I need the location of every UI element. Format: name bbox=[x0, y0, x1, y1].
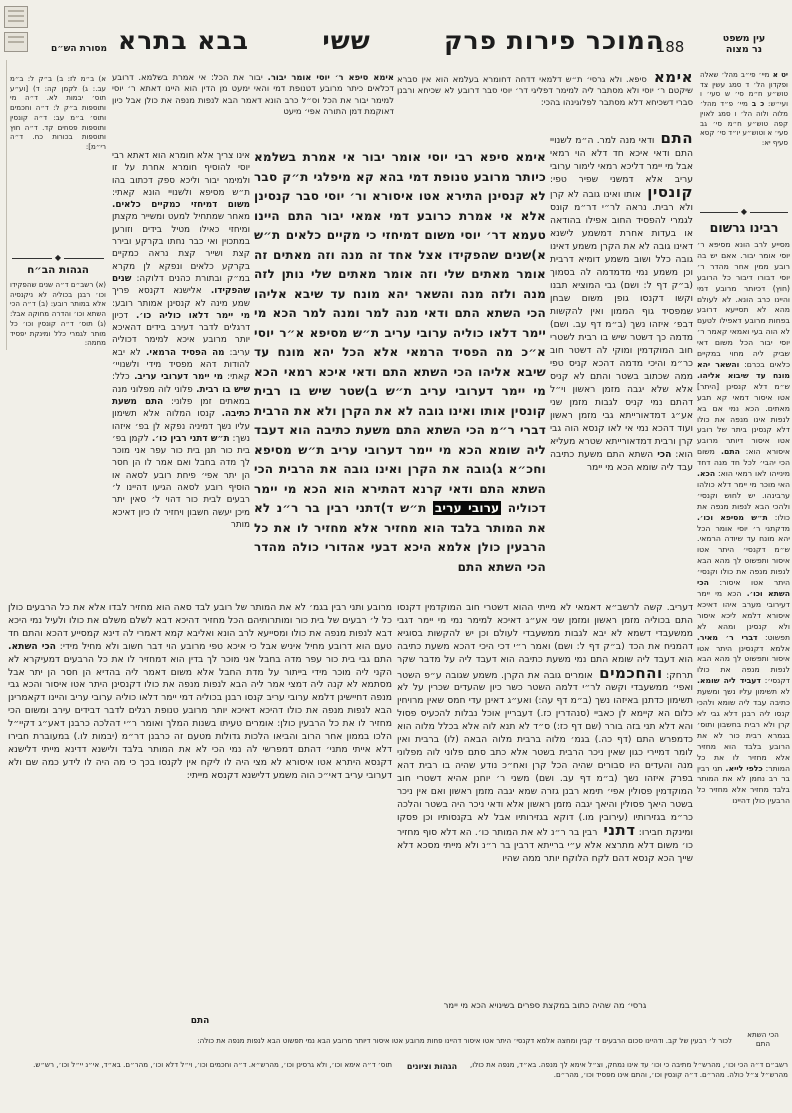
title-tractate: בבא בתרא bbox=[118, 26, 249, 55]
commentary-dibur-head: ת״ש מסיפא וכו׳. bbox=[697, 512, 768, 522]
commentary-entry-text: דכיון דרגלים לדבר דעירב בידים דהאיכא יותר מרובע איכא למימר דכוליה עריב: bbox=[112, 310, 250, 358]
title-chapter-number: ששי bbox=[322, 26, 371, 55]
mesorat-hashas-label: מסורת הש״ם bbox=[50, 44, 108, 54]
commentary-entry-text: לא תשימון עליו נשך ומשעת כתיבה עבד ליה שומא ולהכי קנסו ליה רבנן דלא גבי לא קרן ולא רבית בחשבון ותוס׳ בגמרא רבית כור לא את הרובע בלבד הוא מחזיר אלא מחזיר לו את כל המותר: bbox=[697, 687, 790, 773]
commentary-entry-text: מדקתני ר׳ יוסי אומר הכל יהא מונח עד שיודה הרמאי. ש״מ דקנסי׳ היתר אטו איסור ותפשוט לך מהא הבא לנפות מנפה את כולו וקנסי׳ היתר אטו איסור: bbox=[697, 523, 790, 588]
commentary-dibur-head: אימא סיפא ר׳ יוסי אומר יבור. bbox=[262, 72, 394, 82]
title-chapter: המוכר פירות פרק bbox=[444, 26, 664, 55]
highlighted-phrase: ערובי עריב bbox=[434, 501, 500, 515]
page-number: 188 bbox=[655, 38, 685, 56]
commentary-dibur-head: כלפי לייא. bbox=[722, 763, 763, 773]
commentary-dibur-head: התם משעת כתיבה. bbox=[112, 396, 250, 420]
commentary-entry-text: הכא מי יימר דעירובי מערב איהו דאיכא איסורא דלמא ליכא איסור ולא קנסינן ומהא לא תפשוט: bbox=[697, 589, 790, 642]
commentary-dibur-head: ת״ש דתני רבין כו׳. bbox=[148, 433, 230, 444]
commentary-entry-text: כלל: bbox=[112, 372, 130, 383]
commentary-dibur-head: משום דמיחזי כמקיים כלאים. bbox=[112, 200, 250, 211]
commentary-dibur-head: קונסין bbox=[641, 183, 693, 201]
hagahot-habach-text: (א) רשב״ם ד״ה שנים שהפקידו וכו׳ רבנן בכוליה לא ניקנסיה אלא במותר רובע: (ב) ד״ה הכי השתא וכו׳ והדרה מחוקה אבל: (ג) תוס׳ ד״ה קונסין וכו׳ כל מותר לגמרי כלל ומינקת יפסיד מחמה: bbox=[10, 280, 106, 348]
commentary-entry-text: לקמן בפ׳ בית כור תנן בית כור עפר אני מוכר לך מדה בחבל ואם אמר לו הן חסר הן יתר אפי׳ פיחת רובע לסאה או הוסיף רובע לסאה הגיעו דהיינו ל׳ רבעים לבית כור דהוי ל׳ סאין יתר מיכן יעשה חשבון ויחזיר לו כיון דאיכא מותר bbox=[112, 433, 250, 530]
commentary-dibur-head: הכי השתא וכו׳. bbox=[697, 578, 790, 598]
commentary-entry-text: מאחר שמתחיל למעט ומשייר מקצתן ומיחזי כאילו מטיל בידים וזורען במתכוין ואי כבר נחתו בקרקע ובירר קצת ושייר קצת נראה כמקיים בקרקע כלאים ונפקא לן מקרא במ״ק ובתורת כהנים דלוקה: bbox=[112, 212, 250, 284]
commentary-entry-text: אלמא דקנסינן היתר אטו איסור ותפשוט לך מהא הבא לנפות מנפה את כולו דקנסי׳: bbox=[697, 643, 790, 686]
ein-mishpat-label-line1: עין משפט bbox=[722, 33, 766, 44]
hagahot-habach-heading: הגהות הב״ח bbox=[27, 264, 89, 276]
ornament-divider-icon: ◆ bbox=[700, 208, 788, 216]
commentary-entry-text: אינו צריך אלא חומרא הוא דאתא רבי יוסי להוסיף חומרא אחרת על זו ולמימר יבור וליכא ספק דכתוב בהו ת״ש מסיפא ולשנויי הונא קאתי: bbox=[112, 151, 250, 198]
commentary-entry-text: ודאי מנה למר. ה״מ לשנויי התם ודאי איכא חד דלא הוי רמאי אבל מי יימר דליכא רמאי לימור ערובי עריב אלא דמשני שפיר טפי: bbox=[550, 135, 693, 185]
gemara-part2: ת״ש ד)דתני רבין בר ר״נ לא את המותר בלבד הוא מחזיר אלא מחזיר לו את כל הרבעין כולן אלמא היכא דבעי אהדורי כולה מהדר הכי השתא התם bbox=[254, 501, 546, 574]
corner-stamp bbox=[4, 32, 28, 52]
commentary-entry-text: סיפא. ולא גרסי׳ ת״ש דלמאי דדחה דחומרא בעלמא הוא אין סברא שיקטם ר׳ יוסי ולא מסתבר ליה למימר דפליגי דר׳ יוסי סבר דרובע לא שכיחא ורבנן סברי דשכיחא דלא מסתבר לפלוגינהו בהכי: bbox=[397, 74, 693, 107]
commentary-entry-text: השתא התם משעת כתיבה עבד ליה שומא הכא מי יימר bbox=[550, 449, 693, 473]
rashbam-commentary-bottom bbox=[8, 602, 392, 1012]
commentary-entry-text: התם גבי בית כור עפר מדה בחבל אני מוכר לך בדין הוא דמחזיר לו את כל הרבעים דמעיקרא לא הקני ליה מוכר מידי בייתור על מדת החבל אלא משום דאמר ליה בהדיא הן חסר הן יתר אבל מסתמא לא קנה ליה דמצי אמר ליה הבא לנפות מנפה את כולו דקנסינן היתר אטו איסור והכא גבי מנפה דחיישינן דלמא ערובי עריב קנסו רבנן בכוליה דמי יימר דלאו כוליה ערובי עריב והיינו דקאמרינן הבא לנפות מנפה את כולו דהיכא דאיכא יותר מרובע טנופת רגלים לדבר דבידים עירב ומשום הכי מחזיר לו את כל הרבעין כולן: bbox=[8, 653, 392, 730]
tosafot-commentary-bottom bbox=[397, 602, 693, 998]
commentary-entry-text: רבין בר ר״נ לא את המותר כו׳. הא דלא סוף מחזיר כו׳ משום דלא מתרצא אלא ע״י ברייתא דרבין בר ר״נ ולא מייתי מסכא דלא שייך הכא קנסא דהם לקח הלוקח יותר ממה שהיו bbox=[397, 827, 693, 865]
rashbam-commentary-top bbox=[112, 72, 394, 148]
ein-mishpat-label-line2: נר מצוה bbox=[725, 44, 763, 55]
rabbeinu-gershom-tail-end: הכי השתא התם bbox=[747, 1030, 779, 1048]
rabbeinu-gershom-heading: רבינו גרשום bbox=[709, 220, 779, 235]
tosafot-commentary-top bbox=[397, 72, 693, 130]
commentary-dibur-head: מה הפסיד הרמאי. bbox=[140, 347, 225, 358]
commentary-dibur-head: התם bbox=[654, 132, 693, 147]
scan-edge-line bbox=[6, 60, 7, 350]
commentary-dibur-head: אימא bbox=[646, 72, 693, 86]
commentary-entry-text: אותו ואינו גובה לא קרן ולא רבית. נראה לר״י דר״מ קונס לגמרי להפסיד החוב אפילו בהודאה או בעדות אחרת דמשמע לישנא דאינו גובה לא את הקרן משמע דאינו גובה כלל ושוב משמע דומיא דרבית וכן משמע נמי מדמדמה לה בסמוך (ב״ק דף ל: ושם) גבי המוציא תבנו וקשו דקנסו גופן משום שבחן שמפסיד גוף הממון ואין להקשות דבפ׳ איזהו נשך (ב״מ דף עב. ושם) מדמה כך דשטר שיש בו רבית לשטרי חוב המוקדמין ומוקי לה דשטר חוב כר״מ והיכי מדמה דהכא קניס טפי ממה שכתוב בשטר והתם לא קניס אלא שלא יגבה מזמן ראשון וי״ל דהתם נמי קניס לגבות מזמן שני אע״ג דמדאורייתא גבי מזמן ראשון ועוד דהכא נמי אי לאו קנסא הוה גבי קרן ורבית דמדאורייתא שטרא מעליא הוא: bbox=[550, 189, 693, 460]
commentary-dibur-head: והחכמים bbox=[592, 663, 663, 682]
commentary-entry-text: קנסו המלוה אלא תשימון עליו נשך דמיניה נפקא לן בפ׳ איזהו נשך: bbox=[112, 409, 250, 444]
commentary-entry-text: לא יבא להודות דהא מפסיד מידי ולשנויי׳ קאתי: bbox=[112, 347, 250, 383]
gemara-part1: אימא סיפא רבי יוסי אומר יבור אי אמרת בשלמא כיותר מרובע טנופת דמי בהא קא מיפלגי ת״ק סבר לא קנסינן התירא אטו איסורא ור׳ יוסי סבר קנסינן אלא אי אמרת כרובע דמי אמאי יבור התם היינו טעמא דר׳ יוסי משום דמיחזי כי מקיים כלאים ת״ש א)שנים שהפקידו אצל אחד זה מנה וזה מאתים זה אומר מאתים שלי וזה אומר מאתים שלי נותן לזה מנה ולזה מנה והשאר יהא מונח עד שיבא אליהו הכי השתא התם ודאי מנה למר ומנה למר הכא מי יימר דלאו כוליה ערובי עריב ת״ש מסיפא א״ר יוסי א״כ מה הפסיד הרמאי אלא הכל יהא מונח עד שיבא אליהו הכי השתא התם ודאי איכא רמאי הכא מי יימר דערובי עריב ת״ש ב)שטר שיש בו רבית קונסין אותו ואינו גובה לא את הקרן ולא את הרבית דברי ר״מ הכי השתא התם משעת כתיבה הוא דעבד ליה שומא הכא מי יימר דערובי עריב ת״ש מסיפא וחכ״א ג)גובה את הקרן ואינו גובה את הרבית הכי השתא התם ודאי קרנא דהתירא הוא הכא מי יימר דכוליה bbox=[254, 150, 546, 515]
commentary-dibur-head: הכי השתא. bbox=[8, 640, 56, 652]
tosafot-last-line: גרסי׳ מה שהיה כתוב במקצת ספרים בשינויא הכא מי יימר bbox=[443, 1000, 647, 1010]
hagahot-vetziyunim-right: רשב״ם ד״ה הכי וכו׳, מהרש״ל מתיבה כי וכו׳ עד אינו נמחק, וצ״ל אימא לך מנפה. בא״ד, מנפה את כולו, מהרש״ל צ״ל כולה. מהר״ם. ד״ה קונסין וכו׳, והתם אינו מפסיד וכו׳, מהר״ם. bbox=[470, 1060, 788, 1079]
commentary-entry-text: אומרים גובה את הקרן. משמע שגובה ע״פ השטר ואפי׳ ממשעבדי וקשה לר״י דלמה השטר כשר כיון שהעדים שכרין על לא תשימון כדתנן באיזהו נשך (ב״מ דף עה:) ואע״ג דאינן עדי חמס שאין מרויחין כלום הא קיימא לן כאביי (סנהדרין כז.) דעבריין אוכל נבלות להכעיס פסול והא דלא תני בזה בורר (שם דף כז:) ס״ד לא תנא לוה אלא בכלל מלוה הוא כדמפרש התם (דף כה.) בגמ׳ מלוה ברבית מלוה הבאה (לו) ברבית ואין לומר דמיירי כגון שאין ניכר הרבית בשטר אלא כתב סתם פלוני לוה מפלוני מנה והעדים היו סבורים שהיה הכל קרן ואח״כ נודע שהיה בו רבית דהא בפרק איזהו נשך (ב״מ דף עב. ושם) משני ר׳ יוחנן אהיא דשטרי חוב המוקדמין פסולין אפי׳ תימא רבנן גזרה שמא יגבה מזמן ראשון ואם אין ניכר בשטר היאך פסולין והיאך יגבה מזמן ראשון אלא ודאי ניכר היה בשטר והלכה כר״מ בגזירותיו (עירובין מו.) דוקא בגזירותיו אבל לא בקנסותיו וכן פסקו ומינקת חבירו: bbox=[397, 669, 693, 839]
commentary-dibur-head: דתני bbox=[597, 821, 636, 840]
commentary-dibur-head: התם. bbox=[714, 447, 740, 457]
commentary-dibur-head: שיש בו רבית. bbox=[192, 384, 250, 395]
commentary-entry-text: אלישנא דקנסא פריך שמע מינה לא קנסינן אמותר רובע: bbox=[112, 286, 250, 309]
ein-mishpat-section bbox=[700, 70, 788, 204]
commentary-dibur-head: דברי ר׳ מאיר. bbox=[697, 632, 758, 642]
tosafot-commentary-column bbox=[550, 132, 693, 598]
hagahot-vetziyunim-label: הגהות וציונים bbox=[406, 1062, 458, 1071]
commentary-dibur-head: דעביד ליה שומא. bbox=[697, 676, 761, 686]
commentary-dibur-head: מי יימר דערובי עריב. bbox=[129, 372, 223, 383]
commentary-entry-text: מרובע ותני רבין בגמ׳ לא את המותר של רובע לבד סאה הוא מחזיר לבדו אלא את כל הרבעים כולן כל ל׳ רבעים של בית כור ומותרותיהם הכל מחזיר דהיכא דבא לשלם משלם את כולו ולעיל נמי היכא דבא לנפות מנפה את כולו ומסייעא לרב הונא ואליבא קמא דאמרי לה דינא קמסייע דהכא והתם חד טעם הוא דרובע מחיל איניש אבל כי איכא טפי מרובע הוי דבר חשוב ולא מחיל מידי: bbox=[8, 602, 392, 652]
rabbeinu-gershom-tail-line: לכור ל׳ רבעין של קב. ודהיינו סכום הרבעים ז׳ קבין ומחצה אלמא דקנסי׳ היתר אטו איסור דהיינו פחות מרובע אטו איסור דיותר מרובע הבא נמי תפשוט הבא לנפות מנפה את כולה: bbox=[197, 1036, 732, 1045]
commentary-entry-text: תני רבין בר רב נחמן לא את המותר בלבד מחזיר אלא מחזיר כל הרבעין כולן דהיינו bbox=[697, 763, 790, 806]
ornament-divider-icon: ◆ bbox=[12, 254, 104, 262]
commentary-dibur-head: יט א bbox=[769, 70, 788, 79]
commentary-entry-text: דעריב. קשה לרשב״א דאמאי לא מייתי ההוא דשטרי חוב המוקדמין דקנסו התם בכוליה מזמן ראשון ומזמן שני אע״ג דאיכא למימר נמי מי יימר דגבי ממשעבדי דשמא לא יבא לגבות ממשעבדי לעולם וכן יש להקשות בסוגיא דהמניח את הכד (ב״ק דף ל: ושם) ואמר ר״י דכי היכי דהכא משעת כתיבה הוא דעבד ליה שומא התם נמי משעת כתיבה הוא דעבד ליה על מדבר שקר תרחק: bbox=[397, 602, 693, 681]
corner-stamp bbox=[4, 6, 28, 28]
commentary-entry-text: האי מוכר מי יימר דלא כולהו ערבינהו. יש לחוש וקנסי׳ ולהכי הבא לנפות מנפה את כולו: bbox=[697, 479, 790, 522]
rashbam-catchword: התם bbox=[190, 1016, 210, 1026]
ein-mishpat-header-label bbox=[698, 33, 790, 55]
commentary-entry-text: ש״מ דלא קנסינן [היתר] אטו איסור דמאי קא תבע מאתים. הכא נמי אם בא לנפות אינו מנפה את כולו דלא קנסינן ביתר של רובע אטו איסור דיותר מרובע איסורא הוא: bbox=[697, 381, 790, 457]
commentary-dibur-head: כ ב bbox=[747, 99, 765, 109]
commentary-dibur-head: הכי bbox=[653, 449, 672, 460]
commentary-entry-text: אומרים טעיתו בשנות המלך ואומר ר״י דהלכה כרבנן דאע״ג דקיי״ל הלכו בממון אחר הרוב והביאו הלכות גדולות מטעם זה כרבנן דר״מ (יבמות לו.) במעוברת חבירו דלא אייתי מתני׳ דהתם דמפרשי לה נמי הכי לא את המותר בלבד ולישנא דדינא מייתי דלישנא דקנסא היתרא אטו איסורא לא מצי היה לו ליקח אין לקנסו בכך כי מה היה לו לידע כמה שם ולא דערובי עריב דאי״כ הוה משמע דלישנא דקנסא מייתי: bbox=[8, 718, 392, 781]
page-title bbox=[118, 26, 664, 55]
commentary-dibur-head: מי יימר דלאו כוליה כו׳. bbox=[128, 310, 250, 321]
commentary-entry-text: פלוני לוה מפלוני מנה במאתים זמן פלוני: bbox=[112, 384, 250, 407]
commentary-dibur-head: שנים שהפקידו. bbox=[112, 273, 250, 297]
commentary-entry-text: יבור את הכל: אי אמרת בשלמא. דרובע דכלאים כיתר מרובע דטנופת דמי והאי ימעט מן הדין הוא היינו דאתא ר׳ יוסי למימר יבור את הכל וס״ל כרב הונא דאמר הבא לנפות מנפה את כולן אבל כיון דאוקמת דמן התורה אפי׳ מיעט bbox=[112, 72, 394, 117]
commentary-dibur-head: הכא. bbox=[697, 469, 716, 479]
mesorat-hashas-refs: א) ב״מ לז: ב) ב״ק ל: ב״מ עב.: ג) לקמן קה: ד) [וע״ע תוס׳ יבמות לא. ד״ה מי ותוספות ב״ק ל: ד״ה וחכמים ותוס׳ ב״מ עב: ד״ה קונסין ותוספות פסחים קד. ד״ה חוץ ותוספות בכורות כח. ד״ה רי״מ]: bbox=[10, 74, 106, 151]
hagahot-vetziyunim-left: תוס׳ ד״ה אימא וכו׳, ולא גרסינן וכו׳, מהרש״א. ד״ה וחכמים וכו׳, וי״ל דלא וכו׳, מהר״ם. בא״ד, אי״נ יי״ל וכו׳, רש״ש. bbox=[33, 1060, 392, 1069]
commentary-dibur-head: והשאר יהא מונח עד שיבוא אליהו. bbox=[697, 359, 790, 380]
rabbeinu-gershom-column bbox=[697, 240, 790, 1028]
rashbam-commentary-column bbox=[112, 150, 250, 600]
commentary-entry-text: מסייע לרב הונא מסיפא ר׳ יוסי אומר יבור. אאם יש בה רובע ממין אחר מהדר ר׳ יוסי דבורו דיבור כל הרובע (חוץ) דכיותר מרובע דמי והיינו כרב הונא. לא לעולם מהא לא תסייעא דרובע בפחות מרובע דאפילו לטעם לא הוה בעי ואמאי קאמר ר׳ יוסי יבור הכל משום דאי שביק ליה מחוי במקיים כלאים בכרם: bbox=[697, 240, 790, 369]
commentary-entry-text: מיי׳ פ״ד מהל׳ מלוה ולוה הל׳ ו סמג לאוין קפה טוש״ע ח״מ סי׳ גב סעי׳ א וטוש״ע יו״ד סי׳ קסא סעיף יא: bbox=[700, 99, 788, 147]
commentary-entry-text: מיי׳ פי״ב מהל׳ שאלה ופקדון הל׳ ד סמג עשין צד טוש״ע ח״מ סי׳ ש סעי׳ ו ועי״ש: bbox=[700, 70, 788, 109]
gemara-text bbox=[254, 148, 546, 600]
commentary-entry-text: משום הכי יהבי׳ לכל חד מנה דחד מינייהו לאו רמאי הוא: bbox=[697, 447, 790, 479]
